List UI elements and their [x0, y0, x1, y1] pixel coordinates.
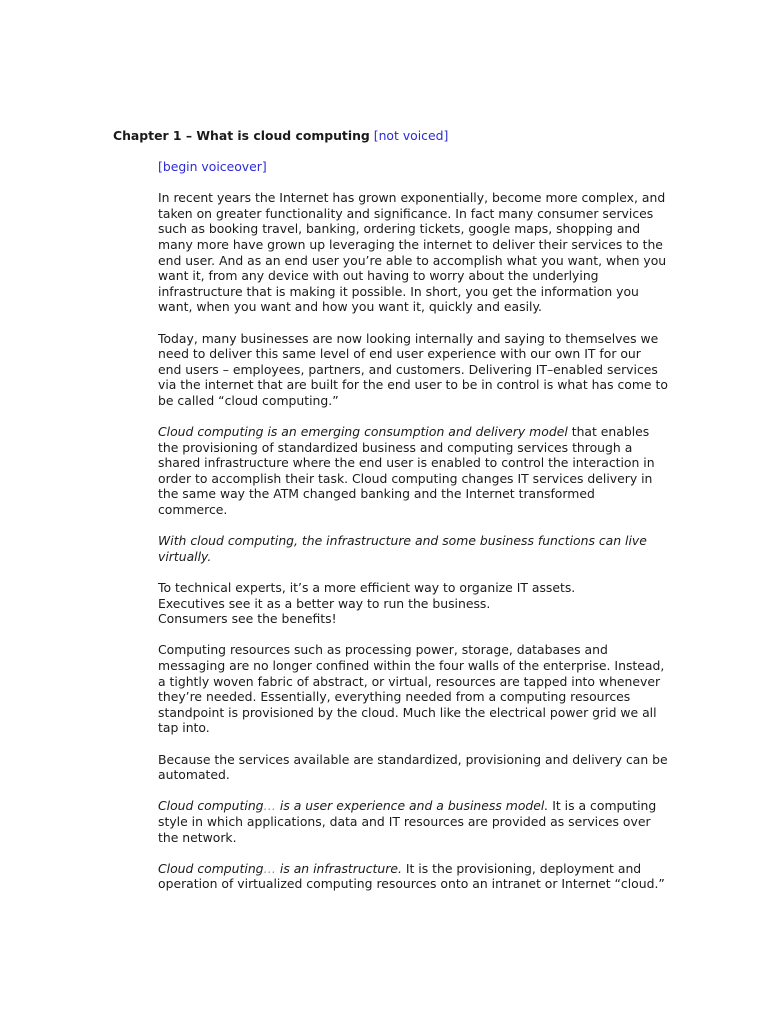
paragraph-internet-growth: In recent years the Internet has grown exponentially, become more complex, and taken on greater functionality and significance. In fact many consumer services such as booking travel, banking, ordering tickets, google maps, shopping and many more have grown up leveraging the internet to deliver their services to the end user. And as an end user you’re able to accomplish what you want, when you want it, from any device with out having to worry about the underlying infrastructure that is making it possible. In short, you get the information you want, when you want and how you want it, quickly and easily.: [158, 190, 667, 315]
paragraph-user-experience: [158, 798, 668, 845]
definition-italic: Cloud computing is an emerging consumption and delivery model: [158, 424, 568, 440]
infra-lead: Cloud computing: [158, 860, 264, 876]
ux-ellipsis: …: [263, 798, 276, 814]
paragraph-businesses: Today, many businesses are now looking internally and saying to themselves we need to deliver this same level of end user experience with our own IT for our end users – employees, partners, and customers. Delivering IT–enabled services via the internet that are built for the end user to be in control is what has come to be called “cloud computing.”: [158, 330, 668, 408]
paragraph-definition: [158, 424, 668, 518]
paragraph-infrastructure: [158, 861, 668, 892]
document-body: [158, 159, 668, 908]
not-voiced-note: [not voiced]: [373, 128, 449, 143]
ux-lead: Cloud computing: [158, 798, 264, 814]
perspective-consumers: Consumers see the benefits!: [158, 611, 337, 627]
infra-ellipsis: …: [263, 860, 276, 876]
ux-text: It is a computing style in which applications, data and IT resources are provided as services over the network.: [158, 798, 657, 845]
begin-voiceover-note: [begin voiceover]: [158, 159, 267, 174]
perspective-executives: Executives see it as a better way to run the business.: [158, 595, 491, 611]
infra-text: It is the provisioning, deployment and operation of virtualized computing resources onto an intranet or Internet “cloud.”: [158, 860, 665, 892]
ux-italic: is a user experience and a business model.: [275, 798, 549, 814]
chapter-heading: [113, 128, 448, 144]
perspective-technical: To technical experts, it’s a more efficient way to organize IT assets.: [158, 580, 576, 596]
paragraph-virtual: With cloud computing, the infrastructure and some business functions can live virtually.: [158, 533, 647, 564]
chapter-title: Chapter 1 – What is cloud computing: [113, 128, 370, 143]
infra-italic: is an infrastructure.: [275, 860, 402, 876]
paragraph-automation: Because the services available are standardized, provisioning and delivery can be automated.: [158, 751, 668, 783]
paragraph-perspectives: [158, 580, 668, 627]
paragraph-resources: Computing resources such as processing power, storage, databases and messaging are no longer confined within the four walls of the enterprise. Instead, a tightly woven fabric of abstract, or virtual, resources are tapped into whenever they’re needed. Essentially, everything needed from a computing resources standpoint is provisioned by the cloud. Much like the electrical power grid we all tap into.: [158, 642, 665, 736]
definition-text: that enables the provisioning of standardized business and computing services through a shared infrastructure where the end user is enabled to control the interaction in order to accomplish their task. Cloud computing changes IT services delivery in the same way the ATM changed banking and the Internet transformed commerce.: [158, 424, 655, 518]
